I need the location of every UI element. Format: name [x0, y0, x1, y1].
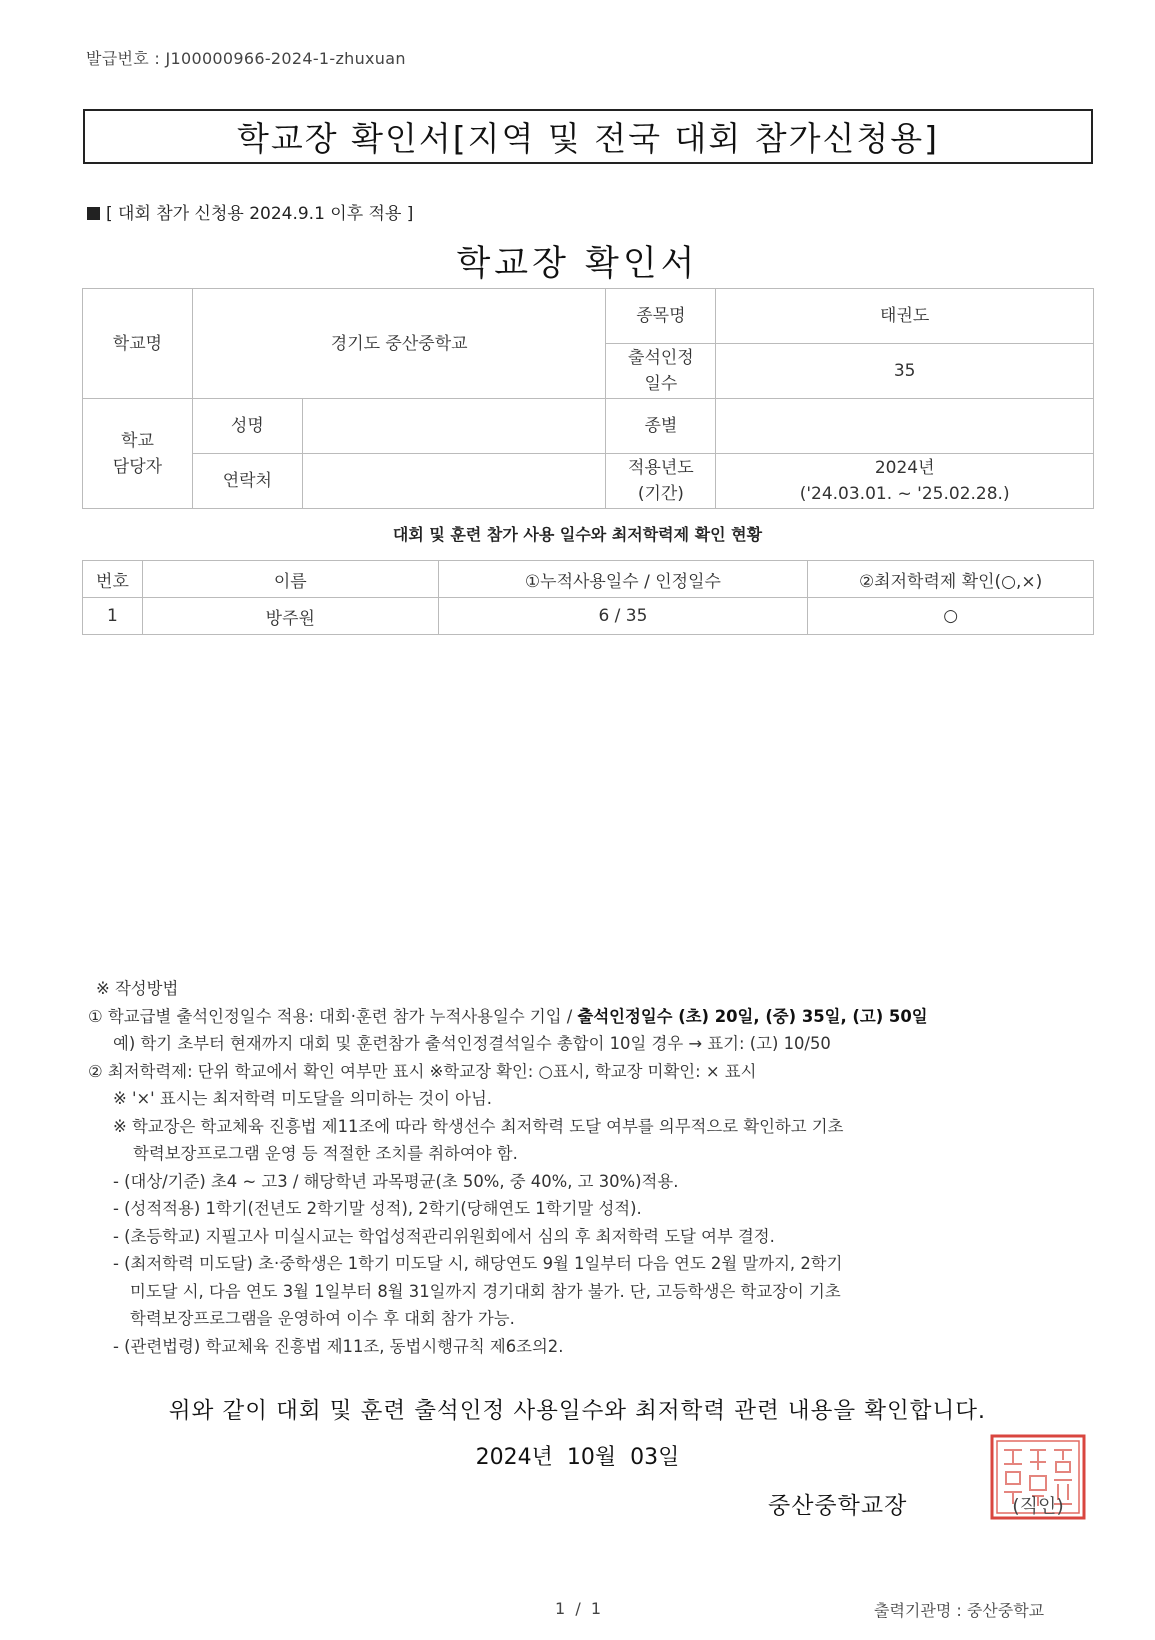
- row-min-academic: ○: [808, 598, 1094, 635]
- note-line: - (최저학력 미도달) 초·중학생은 1학기 미도달 시, 해당연도 9월 1일부터 다음 연도 2월 말까지, 2학기: [113, 1254, 843, 1273]
- note-line: 학력보장프로그램을 운영하여 이수 후 대회 참가 가능.: [130, 1309, 515, 1328]
- note-line: - (초등학교) 지필고사 미실시교는 학업성적관리위원회에서 심의 후 최저학력 도달 여부 결정.: [113, 1226, 775, 1246]
- year-value: 2024년 ('24.03.01. ~ '25.02.28.): [716, 454, 1094, 509]
- type-label: 종별: [606, 399, 716, 454]
- issue-number: 발급번호 : J100000966-2024-1-zhuxuan: [86, 49, 406, 68]
- event-value: 태권도: [716, 289, 1094, 344]
- header-number: 번호: [83, 561, 143, 598]
- applied-note-text: [ 대회 참가 신청용 2024.9.1 이후 적용 ]: [106, 204, 414, 224]
- issue-date: 2024년 10월 03일: [475, 1445, 680, 1470]
- contact-value: [302, 454, 606, 509]
- page-number: 1 / 1: [555, 1599, 602, 1618]
- note-text: ① 학교급별 출석인정일수 적용: 대회·훈련 참가 누적사용일수 기입 /: [88, 1006, 578, 1026]
- square-bullet-icon: [87, 207, 100, 220]
- row-used-days: 6 / 35: [438, 598, 808, 635]
- manager-label: 학교 담당자: [83, 399, 193, 509]
- header-title: 학교장 확인서[지역 및 전국 대회 참가신청용]: [83, 109, 1093, 164]
- name-value: [302, 399, 606, 454]
- header-name: 이름: [142, 561, 438, 598]
- note-line: ※ '×' 표시는 최저학력 미도달을 의미하는 것이 아님.: [113, 1089, 492, 1108]
- note-line: 예) 학기 초부터 현재까지 대회 및 훈련참가 출석인정결석일수 총합이 10일 경우 → 표기: (고) 10/50: [113, 1034, 831, 1053]
- row-name: 방주원: [142, 598, 438, 635]
- notes-heading: ※ 작성방법: [96, 979, 179, 998]
- school-label: 학교명: [83, 289, 193, 399]
- note-line: ② 최저학력제: 단위 학교에서 확인 여부만 표시 ※학교장 확인: ○표시, 학교장 미확인: × 표시: [88, 1061, 757, 1081]
- school-value: 경기도 중산중학교: [192, 289, 606, 399]
- attendance-value: 35: [716, 344, 1094, 399]
- output-organization: 출력기관명 : 중산중학교: [874, 1601, 1045, 1620]
- event-label: 종목명: [606, 289, 716, 344]
- status-table: [82, 560, 1094, 635]
- note-line: ※ 학교장은 학교체육 진흥법 제11조에 따라 학생선수 최저학력 도달 여부를 의무적으로 확인하고 기초: [113, 1116, 844, 1136]
- header-min-academic: ②최저학력제 확인(○,×): [808, 561, 1094, 598]
- info-table: [82, 288, 1094, 509]
- principal-name: 중산중학교장: [768, 1493, 908, 1519]
- document-title: 학교장 확인서: [456, 244, 699, 284]
- header-used-days: ①누적사용일수 / 인정일수: [438, 561, 808, 598]
- year-label: 적용년도 (기간): [606, 454, 716, 509]
- note-line: - (대상/기준) 초4 ~ 고3 / 해당학년 과목평균(초 50%, 중 40%, 고 30%)적용.: [113, 1171, 679, 1191]
- note-bold-text: 출석인정일수 (초) 20일, (중) 35일, (고) 50일: [577, 1006, 928, 1026]
- attendance-label: 출석인정 일수: [606, 344, 716, 399]
- note-line: - (관련법령) 학교체육 진흥법 제11조, 동법시행규칙 제6조의2.: [113, 1336, 564, 1356]
- seal-text: (직인): [1012, 1495, 1064, 1517]
- note-line: 미도달 시, 다음 연도 3월 1일부터 8월 31일까지 경기대회 참가 불가. 단, 고등학생은 학교장이 기초: [130, 1281, 841, 1301]
- applied-note: [87, 199, 413, 224]
- contact-label: 연락처: [192, 454, 302, 509]
- confirmation-statement: 위와 같이 대회 및 훈련 출석인정 사용일수와 최저학력 관련 내용을 확인합니다.: [168, 1398, 987, 1424]
- row-number: 1: [83, 598, 143, 635]
- official-seal-icon: [988, 1432, 1088, 1522]
- type-value: [716, 399, 1094, 454]
- table-row: [83, 598, 1094, 635]
- writing-instructions: [88, 975, 1098, 1360]
- note-line: [88, 1003, 1098, 1031]
- name-label: 성명: [192, 399, 302, 454]
- status-heading: 대회 및 훈련 참가 사용 일수와 최저학력제 확인 현황: [392, 525, 763, 544]
- note-line: - (성적적용) 1학기(전년도 2학기말 성적), 2학기(당해연도 1학기말 성적).: [113, 1199, 642, 1218]
- note-line: 학력보장프로그램 운영 등 적절한 조치를 취하여야 함.: [133, 1144, 518, 1163]
